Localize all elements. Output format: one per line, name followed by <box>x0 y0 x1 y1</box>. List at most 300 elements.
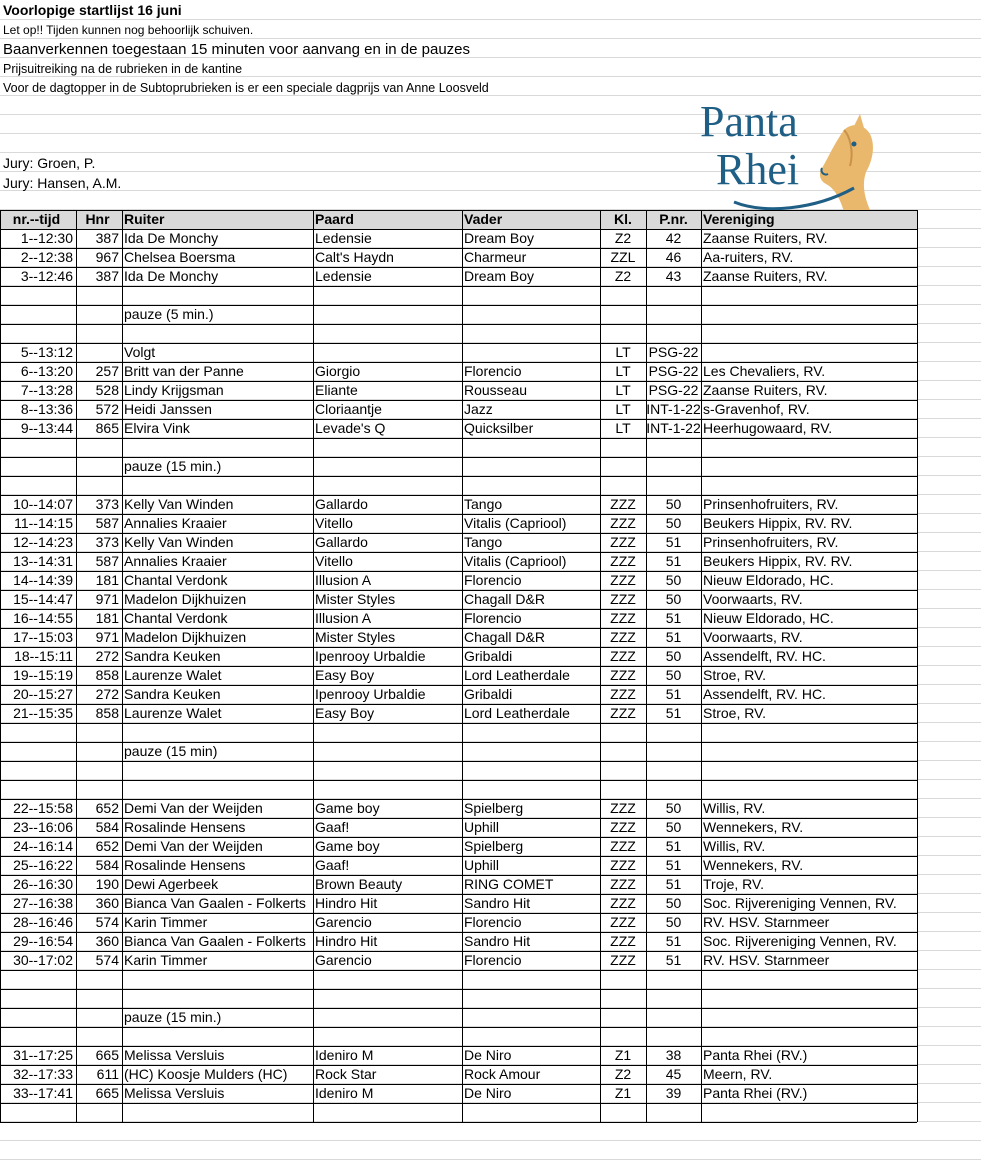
table-border <box>0 400 917 401</box>
table-row <box>0 267 917 286</box>
table-border <box>0 647 917 648</box>
cell-nr-tijd: 7--13:28 <box>20 382 73 398</box>
cell-vader: Lord Leatherdale <box>464 667 570 683</box>
table-border <box>0 210 917 211</box>
cell-paard: Game boy <box>315 838 380 854</box>
cell-vereniging: Heerhugowaard, RV. <box>703 420 833 436</box>
cell-ruiter: Bianca Van Gaalen - Folkerts <box>124 933 306 949</box>
cell-nr-tijd: 6--13:20 <box>20 363 73 379</box>
table-border <box>0 552 917 553</box>
cell-klasse <box>600 780 646 799</box>
table-border <box>0 381 917 382</box>
cell-hnr: 181 <box>95 572 119 588</box>
cell-nr-tijd: 27--16:38 <box>13 895 73 911</box>
cell-vader: Jazz <box>464 401 493 417</box>
cell-vader <box>462 457 600 476</box>
cell-vader: Chagall D&R <box>464 629 545 645</box>
cell-nr-tijd: 26--16:30 <box>13 876 73 892</box>
cell-paard: Gallardo <box>315 534 368 550</box>
cell-hnr: 584 <box>95 819 119 835</box>
cell-proefnummer: PSG-22 <box>648 344 699 360</box>
cell-proefnummer <box>646 1103 701 1122</box>
cell-paard <box>313 723 462 742</box>
cell-ruiter <box>122 324 313 343</box>
cell-ruiter: Madelon Dijkhuizen <box>124 591 247 607</box>
cell-proefnummer: 50 <box>665 591 682 607</box>
cell-hnr: 360 <box>95 933 119 949</box>
cell-proefnummer <box>646 476 701 495</box>
cell-proefnummer: INT-1-22 <box>646 420 701 436</box>
cell-vereniging: Soc. Rijvereniging Vennen, RV. <box>703 933 897 949</box>
cell-paard <box>313 1103 462 1122</box>
cell-vereniging <box>701 438 917 457</box>
cell-hnr: 373 <box>95 496 119 512</box>
cell-vereniging <box>701 343 917 362</box>
table-row <box>0 229 917 248</box>
cell-proefnummer <box>646 1008 701 1027</box>
cell-ruiter: Britt van der Panne <box>124 363 244 379</box>
cell-klasse: ZZZ <box>610 705 636 721</box>
cell-proefnummer: 51 <box>665 952 682 968</box>
cell-vader <box>462 286 600 305</box>
cell-vader: Uphill <box>464 819 500 835</box>
table-border <box>0 1084 917 1085</box>
cell-paard <box>313 343 462 362</box>
cell-paard: Rock Star <box>315 1066 377 1082</box>
cell-hnr <box>76 286 122 305</box>
cell-paard: Mister Styles <box>315 629 396 645</box>
cell-hnr: 272 <box>95 686 119 702</box>
cell-proefnummer <box>646 989 701 1008</box>
table-border <box>0 248 917 249</box>
table-row <box>0 951 917 970</box>
table-row <box>0 989 917 1008</box>
column-header-ruiter: Ruiter <box>124 211 165 227</box>
cell-vader: Florencio <box>464 952 522 968</box>
cell-proefnummer: PSG-22 <box>648 382 699 398</box>
cell-proefnummer <box>646 761 701 780</box>
table-border <box>0 932 917 933</box>
cell-vader <box>462 324 600 343</box>
cell-vader <box>462 989 600 1008</box>
cell-nr-tijd <box>0 1027 76 1046</box>
cell-hnr <box>76 438 122 457</box>
cell-ruiter: Heidi Janssen <box>124 401 212 417</box>
cell-vader: Florencio <box>464 610 522 626</box>
cell-klasse: Z2 <box>614 230 632 246</box>
cell-nr-tijd: 10--14:07 <box>13 496 73 512</box>
cell-ruiter: Kelly Van Winden <box>124 496 234 512</box>
table-row <box>0 419 917 438</box>
cell-hnr: 387 <box>95 230 119 246</box>
cell-klasse: ZZZ <box>610 572 636 588</box>
cell-hnr: 665 <box>95 1047 119 1063</box>
cell-nr-tijd <box>0 476 76 495</box>
cell-ruiter <box>122 1027 313 1046</box>
table-row <box>0 818 917 837</box>
table-border <box>122 210 123 1122</box>
table-border <box>0 362 917 363</box>
cell-vereniging <box>701 286 917 305</box>
table-row <box>0 533 917 552</box>
cell-vereniging: Assendelft, RV. HC. <box>703 686 826 702</box>
cell-nr-tijd: 22--15:58 <box>13 800 73 816</box>
cell-ruiter <box>122 989 313 1008</box>
cell-hnr: 665 <box>95 1085 119 1101</box>
cell-paard: Hindro Hit <box>315 895 378 911</box>
cell-nr-tijd: 14--14:39 <box>13 572 73 588</box>
cell-proefnummer: 46 <box>665 249 682 265</box>
cell-vereniging <box>701 1103 917 1122</box>
cell-ruiter <box>122 438 313 457</box>
cell-klasse <box>600 723 646 742</box>
table-border <box>0 514 917 515</box>
cell-vereniging: Beukers Hippix, RV. RV. <box>703 515 853 531</box>
cell-vader: Vitalis (Capriool) <box>464 553 567 569</box>
cell-hnr: 858 <box>95 705 119 721</box>
cell-paard: Easy Boy <box>315 705 375 721</box>
cell-vereniging <box>701 324 917 343</box>
cell-klasse: Z1 <box>614 1047 632 1063</box>
cell-nr-tijd <box>0 780 76 799</box>
table-border <box>0 780 917 781</box>
cell-klasse: LT <box>615 382 631 398</box>
cell-vereniging <box>701 970 917 989</box>
note-day-prize: Voor de dagtopper in de Subtoprubrieken is er een speciale dagprijs van Anne Loosveld <box>3 81 489 95</box>
cell-vader: De Niro <box>464 1047 512 1063</box>
cell-proefnummer: 50 <box>665 667 682 683</box>
cell-nr-tijd <box>0 305 76 324</box>
cell-klasse: LT <box>615 401 631 417</box>
cell-hnr: 971 <box>95 629 119 645</box>
table-row <box>0 476 917 495</box>
cell-vader: Charmeur <box>464 249 527 265</box>
cell-klasse <box>600 761 646 780</box>
horse-head-icon <box>820 114 873 212</box>
cell-ruiter <box>122 761 313 780</box>
cell-paard <box>313 780 462 799</box>
cell-proefnummer: 50 <box>665 572 682 588</box>
cell-paard <box>313 1027 462 1046</box>
cell-paard: Illusion A <box>315 572 372 588</box>
table-row <box>0 1065 917 1084</box>
cell-hnr: 652 <box>95 800 119 816</box>
cell-klasse: ZZZ <box>610 952 636 968</box>
cell-nr-tijd: 11--14:15 <box>14 515 73 531</box>
cell-vader: Dream Boy <box>464 230 535 246</box>
cell-hnr: 574 <box>95 952 119 968</box>
cell-ruiter: Chantal Verdonk <box>124 572 228 588</box>
jury-2: Jury: Hansen, A.M. <box>3 175 122 191</box>
table-border <box>646 210 647 1122</box>
cell-vereniging: Panta Rhei (RV.) <box>703 1047 808 1063</box>
cell-klasse: LT <box>615 363 631 379</box>
table-border <box>0 628 917 629</box>
cell-nr-tijd <box>0 457 76 476</box>
cell-klasse: LT <box>615 420 631 436</box>
cell-vereniging: Troje, RV. <box>703 876 764 892</box>
cell-nr-tijd: 30--17:02 <box>13 952 73 968</box>
cell-vereniging: Voorwaarts, RV. <box>703 591 803 607</box>
cell-nr-tijd: 28--16:46 <box>13 914 73 930</box>
table-border <box>0 989 917 990</box>
cell-proefnummer: 50 <box>665 800 682 816</box>
table-row <box>0 590 917 609</box>
cell-klasse: ZZZ <box>610 648 636 664</box>
cell-nr-tijd: 29--16:54 <box>13 933 73 949</box>
cell-ruiter: Laurenze Walet <box>124 667 222 683</box>
cell-vereniging: Aa-ruiters, RV. <box>703 249 794 265</box>
cell-proefnummer: 51 <box>665 705 682 721</box>
cell-vader: Sandro Hit <box>464 895 531 911</box>
cell-klasse: ZZL <box>610 249 636 265</box>
cell-hnr <box>76 761 122 780</box>
cell-nr-tijd: 24--16:14 <box>13 838 73 854</box>
cell-vader <box>462 970 600 989</box>
cell-paard: Ideniro M <box>315 1047 374 1063</box>
cell-vereniging <box>701 989 917 1008</box>
cell-vader <box>462 1103 600 1122</box>
table-border <box>0 1008 917 1009</box>
table-border <box>313 210 314 1122</box>
cell-vereniging: Willis, RV. <box>703 800 766 816</box>
cell-vader <box>462 438 600 457</box>
cell-proefnummer: 42 <box>665 230 682 246</box>
table-row <box>0 932 917 951</box>
table-border <box>0 609 917 610</box>
cell-nr-tijd: 5--13:12 <box>20 344 73 360</box>
cell-hnr <box>76 742 122 761</box>
cell-vereniging: Les Chevaliers, RV. <box>703 363 826 379</box>
table-row <box>0 438 917 457</box>
cell-nr-tijd: 16--14:55 <box>13 610 73 626</box>
cell-vader: Uphill <box>464 857 500 873</box>
table-border <box>0 210 1 1122</box>
cell-nr-tijd: 32--17:33 <box>13 1066 73 1082</box>
cell-klasse <box>600 457 646 476</box>
table-row <box>0 837 917 856</box>
cell-vader <box>462 1027 600 1046</box>
cell-hnr: 587 <box>95 515 119 531</box>
table-row <box>0 1008 917 1027</box>
table-border <box>0 875 917 876</box>
table-border <box>0 495 917 496</box>
cell-klasse <box>600 286 646 305</box>
table-border <box>0 324 917 325</box>
cell-nr-tijd: 23--16:06 <box>13 819 73 835</box>
cell-nr-tijd: 21--15:35 <box>13 705 73 721</box>
cell-proefnummer: 45 <box>665 1066 682 1082</box>
cell-hnr: 865 <box>95 420 119 436</box>
cell-klasse: Z2 <box>614 1066 632 1082</box>
cell-hnr: 611 <box>96 1066 119 1082</box>
cell-hnr: 360 <box>95 895 119 911</box>
table-row <box>0 400 917 419</box>
cell-ruiter: Annalies Kraaier <box>124 553 227 569</box>
table-border <box>0 1065 917 1066</box>
cell-vader <box>462 476 600 495</box>
cell-hnr <box>76 780 122 799</box>
table-row <box>0 856 917 875</box>
cell-hnr: 373 <box>95 534 119 550</box>
cell-klasse <box>600 324 646 343</box>
cell-vader <box>462 343 600 362</box>
table-border <box>0 267 917 268</box>
cell-klasse: ZZZ <box>610 686 636 702</box>
cell-proefnummer <box>646 970 701 989</box>
cell-paard: Vitello <box>315 553 353 569</box>
cell-klasse <box>600 305 646 324</box>
cell-hnr: 181 <box>95 610 119 626</box>
cell-hnr <box>76 1027 122 1046</box>
cell-ruiter <box>122 476 313 495</box>
cell-vereniging: Panta Rhei (RV.) <box>703 1085 808 1101</box>
cell-proefnummer: 38 <box>665 1047 682 1063</box>
cell-ruiter: Kelly Van Winden <box>124 534 234 550</box>
cell-ruiter <box>122 723 313 742</box>
note-times: Let op!! Tijden kunnen nog behoorlijk schuiven. <box>3 23 254 37</box>
cell-vader: Rock Amour <box>464 1066 541 1082</box>
cell-ruiter: Volgt <box>124 344 156 360</box>
cell-paard <box>313 1008 462 1027</box>
table-row <box>0 286 917 305</box>
cell-proefnummer <box>646 438 701 457</box>
cell-paard: Ideniro M <box>315 1085 374 1101</box>
cell-vereniging <box>701 305 917 324</box>
cell-vereniging: Nieuw Eldorado, HC. <box>703 610 834 626</box>
cell-paard: Calt's Haydn <box>315 249 394 265</box>
cell-vereniging: s-Gravenhof, RV. <box>703 401 810 417</box>
cell-klasse: ZZZ <box>610 838 636 854</box>
cell-vader: Dream Boy <box>464 268 535 284</box>
cell-paard <box>313 970 462 989</box>
table-border <box>0 666 917 667</box>
table-row <box>0 609 917 628</box>
table-row <box>0 457 917 476</box>
table-border <box>462 210 463 1122</box>
cell-nr-tijd <box>0 286 76 305</box>
table-border <box>0 1122 917 1123</box>
cell-ruiter: Dewi Agerbeek <box>124 876 219 892</box>
cell-ruiter: Sandra Keuken <box>124 648 221 664</box>
table-border <box>0 761 917 762</box>
table-row <box>0 495 917 514</box>
cell-ruiter: Laurenze Walet <box>124 705 222 721</box>
cell-ruiter: Bianca Van Gaalen - Folkerts <box>124 895 306 911</box>
cell-hnr <box>76 324 122 343</box>
cell-hnr <box>76 343 122 362</box>
cell-nr-tijd: 1--12:30 <box>20 230 73 246</box>
cell-proefnummer: 50 <box>665 895 682 911</box>
cell-nr-tijd: 8--13:36 <box>20 401 73 417</box>
cell-vader <box>462 1008 600 1027</box>
cell-ruiter: pauze (15 min.) <box>124 1009 222 1025</box>
cell-proefnummer <box>646 457 701 476</box>
cell-klasse <box>600 476 646 495</box>
cell-vader: Spielberg <box>464 838 524 854</box>
cell-nr-tijd: 33--17:41 <box>13 1085 73 1101</box>
cell-paard: Gaaf! <box>315 819 350 835</box>
cell-klasse: ZZZ <box>610 857 636 873</box>
cell-vader: Gribaldi <box>464 648 513 664</box>
cell-vereniging: Zaanse Ruiters, RV. <box>703 230 828 246</box>
cell-hnr: 528 <box>95 382 119 398</box>
cell-vereniging <box>701 742 917 761</box>
jury-1: Jury: Groen, P. <box>3 155 96 171</box>
table-row <box>0 742 917 761</box>
cell-klasse: Z1 <box>614 1085 632 1101</box>
table-border <box>0 476 917 477</box>
cell-vader: Gribaldi <box>464 686 513 702</box>
table-border <box>0 590 917 591</box>
table-row <box>0 761 917 780</box>
table-row <box>0 343 917 362</box>
cell-vader: Florencio <box>464 914 522 930</box>
cell-ruiter: Ida De Monchy <box>124 230 219 246</box>
column-header-proefnummer: P.nr. <box>659 211 688 227</box>
cell-hnr: 572 <box>95 401 119 417</box>
cell-vader <box>462 761 600 780</box>
table-border <box>701 210 702 1122</box>
cell-vereniging: Soc. Rijvereniging Vennen, RV. <box>703 895 897 911</box>
cell-hnr <box>76 305 122 324</box>
cell-klasse: ZZZ <box>610 496 636 512</box>
cell-vereniging: Zaanse Ruiters, RV. <box>703 382 828 398</box>
cell-vader: Tango <box>464 534 503 550</box>
cell-klasse: Z2 <box>614 268 632 284</box>
cell-vader: Vitalis (Capriool) <box>464 515 567 531</box>
cell-paard: Gallardo <box>315 496 368 512</box>
note-course-walk: Baanverkennen toegestaan 15 minuten voor aanvang en in de pauzes <box>3 41 471 58</box>
cell-paard: Vitello <box>315 515 353 531</box>
cell-nr-tijd <box>0 438 76 457</box>
cell-vader <box>462 742 600 761</box>
cell-proefnummer <box>646 742 701 761</box>
cell-klasse: ZZZ <box>610 610 636 626</box>
cell-proefnummer: 50 <box>665 819 682 835</box>
table-border <box>0 286 917 287</box>
cell-vereniging: RV. HSV. Starnmeer <box>703 952 830 968</box>
table-row <box>0 913 917 932</box>
cell-vereniging: Prinsenhofruiters, RV. <box>703 496 839 512</box>
cell-nr-tijd <box>0 742 76 761</box>
table-border <box>0 723 917 724</box>
cell-vereniging: Nieuw Eldorado, HC. <box>703 572 834 588</box>
note-prize-giving: Prijsuitreiking na de rubrieken in de kantine <box>3 62 243 76</box>
cell-proefnummer: 51 <box>665 629 682 645</box>
cell-nr-tijd: 25--16:22 <box>13 857 73 873</box>
cell-nr-tijd: 3--12:46 <box>20 268 73 284</box>
cell-proefnummer <box>646 1027 701 1046</box>
cell-vereniging <box>701 723 917 742</box>
cell-proefnummer: 51 <box>665 857 682 873</box>
cell-ruiter: Sandra Keuken <box>124 686 221 702</box>
cell-vereniging <box>701 780 917 799</box>
cell-ruiter <box>122 780 313 799</box>
cell-vereniging <box>701 1027 917 1046</box>
table-row <box>0 894 917 913</box>
table-border <box>0 856 917 857</box>
cell-nr-tijd <box>0 723 76 742</box>
cell-paard: Eliante <box>315 382 358 398</box>
cell-klasse: ZZZ <box>610 876 636 892</box>
table-row <box>0 723 917 742</box>
cell-ruiter: Karin Timmer <box>124 914 208 930</box>
cell-vader: Rousseau <box>464 382 528 398</box>
cell-paard: Mister Styles <box>315 591 396 607</box>
table-row <box>0 970 917 989</box>
cell-paard <box>313 305 462 324</box>
